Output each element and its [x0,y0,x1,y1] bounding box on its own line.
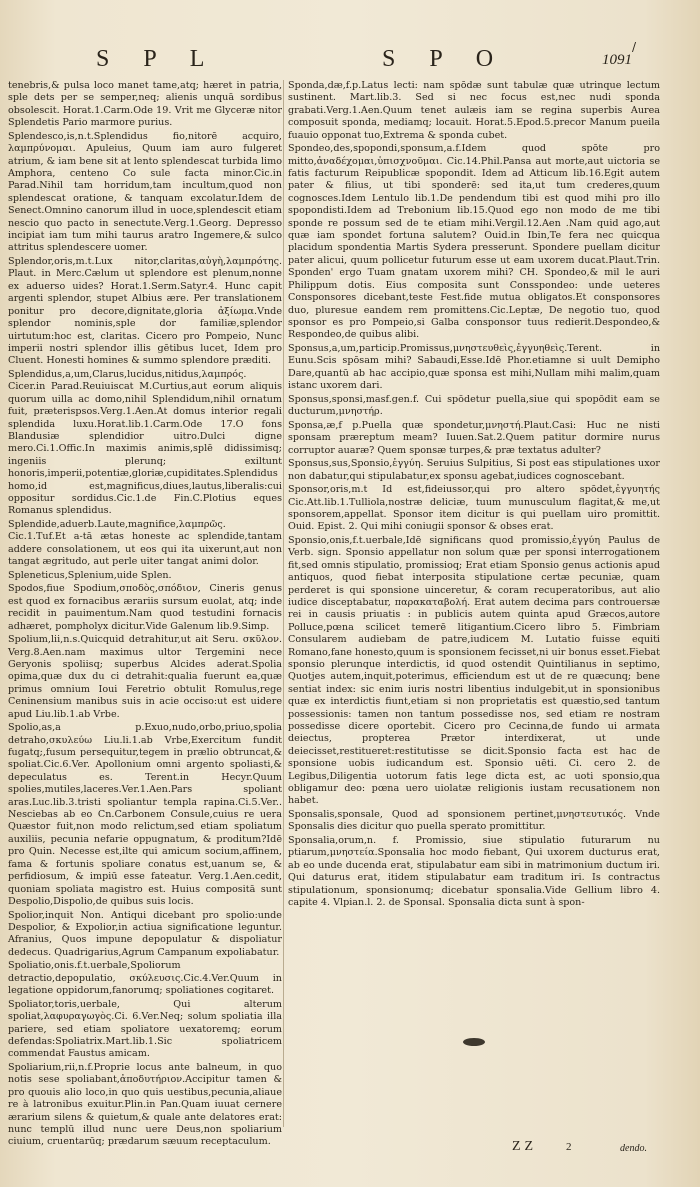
dictionary-entry: Splendidus,a,um,Clarus,lucidus,nitidus,λαμπρός. Cicer.in Parad.Reuiuiscat M.Curtius,aut eorum aliquis quorum uilla ac domo,nihil Splendidum,nihil ornatum fuit, præterispsos.Verg.1.Aen.At domus interior regali splendida luxu.Horat.lib.1.Carm.Ode 17.O fons Blandusiæ splendidior uitro.Dulci digne mero.Ci.1.Offic.In maximis animis,splē didissimisq; ingeniis plerunq; exiltunt honoris,imperii,potentiæ,gloriæ,cupiditates.Splendidus homo,id est,magnificus,diues,lautus,liberalis:cui oppositur sordidus.Cic.1.de Fin.C.Plotius eques Romanus splendidus. [8,368,282,517]
right-header-word: S P O [382,46,508,72]
dictionary-entry: Sponsio,onis,f.t.uerbale,Idē significans quod promissio,ἐγγύη Paulus de Verb. sign. Sponsio appellatur non solum quæ per sponsi interrogationem fit,sed omnis stipulatio, promissioq; Erat etiam Sponsio genus actionis apud antiquos, quod fiebat interposita stipulatione certæ pecuniæ, quam perderet is qui sponsione uinceretur, & coram recuperatoribus, aut alio iudice disceptabatur, παρακαταβολή. Erat autem decima pars controuersæ rei in causis priuatis : in publicis autem quinta apud Græcos,autore Polluce,pœna scilicet temerē litigantium.Cicero libro 5. Fimbriam Consularem audiebam de patre,iudicem M. Lutatio fuisse equiti Romano,fane honesto,quum is sponsionem fecisset,ni uir bonus esset.Fiebat sponsio plerunque interdictis, id quod ostendit Quintilianus in septimo, Quotjes autem,inquit,poterimus, efficiendum est ut de re quæcunq; bene sentiat index: sic enim iuris nostri libentius indulgebit,ut in sponsionibus quæ ex interdictis fiunt,etiam si non proprietatis est quæstio,sed tantum possessionis: tamen non tantum possedisse nos, sed etiam re nostram possedisse dicere oportebit. Cicero pro Cecinna,de fundo ui armata deiectus, propterea Prætor interdixerat, ut unde deiecisset,restitueret:restitutisse se dicit.Sponsio facta est hac de sponsione uobis iudicandum est. Sponsio uēti. Ci. cero 2. de Legibus,Diligentia uotorum fatis lege dicta est, ac uoti sponsio,qua obligamur deo: pœna uero uiolatæ religionis iustam recusationem non habet. [288,534,660,807]
dictionary-entry: Sponsus,sus,Sponsio,ἐγγύη. Seruius Sulpitius, Si post eas stipulationes uxor non dabatur,qui stipulabatur,ex sponsu agebat,iudices cognoscebant. [288,458,660,482]
catchword: dendo. [620,1143,647,1154]
dictionary-entry: tenebris,& pulsa loco manet tame,atq; hæret in patria, sple dets per se semper,neq; alienis unquā sordibus obsolescit. Horat.1.Carm.Ode 19. Vrit me Glyceræ nitor Splendetis Pario marmore purius. [8,80,282,129]
dictionary-entry: Spoliarium,rii,n.f.Proprie locus ante balneum, in quo notis sese spoliabant,ἀποδυτήριον.Accipitur tamen & pro quouis alio loco,in quo quis uestibus,pecunia,aliaue re à latronibus exuitur.Plin.in Pan.Quam iuuat cernere ærarium silens & quietum,& quale ante delatores erat: nunc templū illud nunc uere Deus,non spoliarium ciuium, cruentarūq; prædarum sæuum receptaculum. [8,1061,282,1148]
dictionary-entry: Sponsalis,sponsale, Quod ad sponsionem pertinet,μνηστευτικός. Vnde Sponsalis dies dicitur quo puella sperato promittitur. [288,809,660,833]
page-number: 1091 [602,52,632,68]
dictionary-entry: Sponda,dæ,f.p.Latus lecti: nam spōdæ sunt tabulæ quæ utrinque lectum sustinent. Mart.lib.3. Sed si nec focus est,nec nudi sponda grabati.Verg.1.Aen.Quum tenet aulæis iam se regina superbis Aurea composuit sponda, mediamq; locauit. Horat.5.Epod.5.precor Manum pueila fuauio opponat tuo,Extrema & sponda cubet. [288,80,660,141]
dictionary-entry: Splendor,oris,m.t.Lux nitor,claritas,αὐγὴ,λαμπρότης. Plaut. in Merc.Cælum ut splendore est plenum,nonne ex aduerso uides? Horat.1.Serm.Satyr.4. Hunc capit argenti splendor, stupet Albius ære. Per translationem ponitur pro decore,dignitate,gloria ἀξίωμα.Vnde splendor nominis,sple dor familiæ,splendor uirtutum:hoc est, claritas. Cicero pro Pompeio, Nunc imperii nostri splendor illis gētibus lucet, Idem pro Cluent. Honesti homines & summo splendore præditi. [8,256,282,367]
page-footer [0,1139,700,1157]
dictionary-entry: Splendide,aduerb.Laute,magnifice,λαμπρῶς. Cic.1.Tuf.Et a-tā ætas honeste ac splendide,tantam addere consolationem, ut eos qui ita uixerunt,aut non tangat ægritudo, aut perle uiter tangat animi dolor. [8,518,282,568]
dictionary-entry: Splendesco,is,n.t.Splendidus fio,nitorē acquiro, λαμπρύνομαι. Apuleius, Quum iam auro fulgeret atrium, & iam bene sit at lento splendescat turbida limo Amphora, centeno Co sule facta minor.Cic.in Parad.Nihil tam horridum,tam incultum,quod non splendescat oratione, & tanquam excolatur.Idem de Senect.Omnino canorum illud in uoce,splendescit etiam nescio quo pacto in senectute.Verg.1.Georg. Depresso incipiat iam tum mihi taurus aratro Ingemere,& sulco attritus splendescere uomer. [8,130,282,254]
ink-blot [463,1038,485,1046]
dictionary-entry: Sponsa,æ,f p.Puella quæ spondetur,μνηστή.Plaut.Casi: Huc ne nisti sponsam præreptum meam? Iuuen.Sat.2.Quem patitur dormire nurus corruptor auaræ? Quem sponsæ turpes,& præ textatus adulter? [288,419,660,456]
signature-mark: ZZ [512,1139,538,1154]
dictionary-entry: Spolio,as,a p.Exuo,nudo,orbo,priuo,spolia detraho,σκυλεύω Liu.li.1.ab Vrbe,Exercitum fundit fugatq;,fusum persequitur,tegem in prælio obtruncat,& spoliat.Cic.6.Ver. Apollonium omni argento spoliasti,& depeculatus es. Terent.in Hecyr.Quum spolies,mutiles,laceres.Ver.1.Aen.Pars spoliant aras.Luc.lib.3.tristi spoliantur templa rapina.Ci.5.Ver.. Nesciebas ab eo Cn.Carbonem Consule,cuius re uera Quæstor fuit,non modo relictum,sed etiam spoliatum auxiliis, pecunia nefarie oppugnatum, & proditum?Idē pro Quin. Necesse est,ilte qui amicum socium,affinem, fama & fortunis spoliare conatus est,uanum se, & perfidiosum, & impiū esse fateatur. Verg.1.Aen.cedit, quoniam spoliata magistro est. Huius compositā sunt Despolio,Dispolio,de quibus suis locis. [8,722,282,907]
dictionary-entry: Sponsus,a,um,particip.Promissus,μνηστευθεὶς,ἐγγυηθεὶς.Terent. in Eunu.Scis spōsam mihi? Sabaudi,Esse.Idē Phor.etiamne si uult Demipho Dare,quantū ab hac accipio,quæ sponsa est mihi,Nullam mihi malim,quam istanc uxorem dari. [288,342,660,392]
dictionary-entry: Sponsalia,orum,n. f. Promissio, siue stipulatio futurarum nu ptiarum,μνηστεία.Sponsalia hoc modo fiebant, Qui uxorem ducturus erat, ab eo unde ducenda erat, stipulabatur eam sibi in matrimonium ductum iri. Qui daturus erat, itidem stipulabatur eam traditum iri. Is contractus stipulationum, sponsionumq; dicebatur sponsalia.Vide Gellium libro 4. capite 4. Vlpian.l. 2. de Sponsal. Sponsalia dicta sunt à spon- [288,835,660,909]
column-divider [283,80,284,1127]
dictionary-entry: Spleneticus,Splenium,uide Splen. [8,569,172,581]
dictionary-entry: Spondeo,des,spopondi,sponsum,a.f.Idem quod spōte pro mitto,ἀναδέχομαι,ὑπισχνοῦμαι. Cic.14.Phil.Pansa aut morte,aut uictoria se fatis facturum Reipublicæ spopondit. Idem ad Atticum lib.16.Egit autem pater & filius, ut tibi sponderē: sed ita,ut tum crederes,quum cognosces.Idem Lentulo lib.1.De pendendum tibi est quod mihi pro illo spopondisti.Idem ad Trebonium lib.15.Quod ego non modo de me tibi sponde re possum sed de te etiam mihi.Vergil.12.Aen .Nam quid ago,aut quæ iam spondet fortuna salutem? Ouid.in Ibin,Te fera nec quicqua placidum spondentia Martis Sydera presserunt. Spondere puellam dicitur pater alicui, quum pollicetur futurum esse ut eam uxorem ducat.Plaut.Trin. Sponden' ergo Tuam gnatam uxorem mihi? CH. Spondeo,& mil le auri Philippum dotis. Eius composita sunt Consspondeo: unde ueteres Consponsores dicebant,teste Fest.fide mutua obligatos.Et consponsores duo, pluresue eandem rem promittens.Cic.Leptæ, De negotio tuo, quod sponsor es pro Pompeio,si Galba consponsor tuus redierit.Despondeo,& Respondeo,de quibus alibi. [288,143,660,341]
left-header-word: S P L [96,46,219,72]
dictionary-entry: Spoliator,toris,uerbale, Qui alterum spoliat,λαφυραγωγὸς.Ci. 6.Ver.Neq; solum spoliatia illa pariere, sed etiam spoliatore uexatoremq; eorum defendas:Spoliatrix.Mart.lib.1.Sic spoliatricem commendat Faustus amicam. [8,998,282,1060]
left-column [8,80,282,1148]
dictionary-entry: Sponsus,sponsi,masf.gen.f. Cui spōdetur puella,siue qui spopōdit eam se ducturum,μνηστήρ. [288,393,660,418]
dictionary-entry: Spolium,lii,n.s.Quicquid detrahitur,ut ait Seru. σκῦλον. Verg.8.Aen.nam maximus ultor Tergemini nece Geryonis spoliisq; superbus Alcides aderat.Spolia opima,quæ dux du ci detrahit:qualia fuerunt ea,quæ primus omnium Ioui Feretrio obtulit Romulus,rege Ceninensium manibus suis in acie occiso:ut est uidere apud Liu.lib.1.ab Vrbe. [8,634,282,720]
margin-mark: / [632,40,637,54]
dictionary-entry: Spoliatio,onis.f.t.uerbale,Spoliorum detractio,depopulatio, σκύλευσις.Cic.4.Ver.Quum in legatione oppidorum,fanorumq; spoliationes cogitaret. [8,960,282,997]
signature-number: 2 [566,1141,572,1153]
dictionary-entry: Spodos,fiue Spodium,σποδὸς,σπόδιον, Cineris genus est quod ex fornacibus ærariis sursum euolat, atq; inde recidit in pauimentum.Nam quod testudini fornacis adhæret, pompholyx dicitur.Vide Galenum lib.9.Simp. [8,583,282,632]
running-header [0,40,700,76]
right-column [288,80,660,1131]
dictionary-entry: Spolior,inquit Non. Antiqui dicebant pro spolio:unde Despolior, & Expolior,in actiua significatione leguntur. Afranius, Quos impune depopulatur & dispoliatur dedecus. Quadrigarius,Agrum Campanum expoliabatur. [8,909,282,958]
dictionary-entry: Sponsor,oris,m.t Id est,fideiussor,qui pro altero spōdet,ἐγγυητής Cic.Att.lib.1.Tulliola,nostræ deliciæ, tuum munusculum flagitat,& me,ut sponsorem,appellat. Sponsor item dicitur is qui puellam uiro promittit. Ouid. Epist. 2. Qui mihi coniugii sponsor & obses erat. [288,484,660,533]
